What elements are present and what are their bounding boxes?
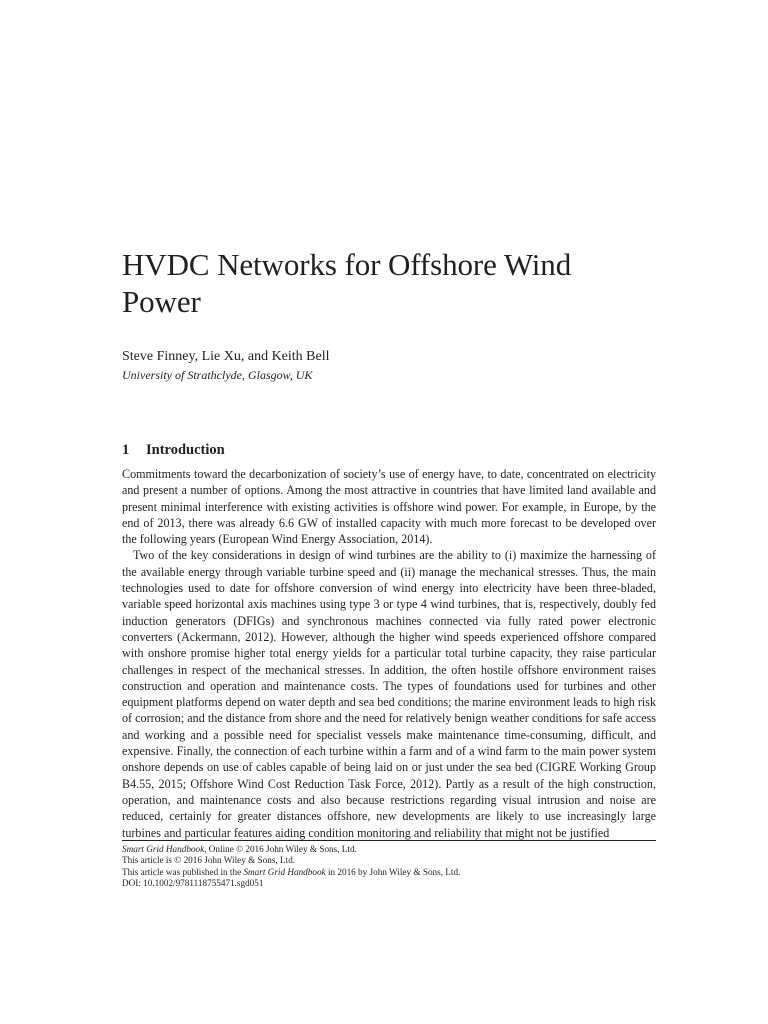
paragraph-2: Two of the key considerations in design of wind turbines are the ability to (i) maximize the harnessing of the available energy through variable turbine speed and (ii) manage the mechanical stresses. Thus, the main technologies used to date for offshore conversion of wind energy into electricity have been three-bladed, variable speed horizontal axis machines using type 3 or type 4 wind turbines, that is, respectively, doubly fed induction generators (DFIGs) and synchronous machines connected via fully rated power electronic converters (Ackermann, 2012). However, although the higher wind speeds experienced offshore compared with onshore promise higher total energy yields for a particular total turbine capacity, they raise particular challenges in respect of the mechanical stresses. In addition, the often hostile offshore environment raises construction and operation and maintenance costs. The types of foundations used for turbines and other equipment platforms depend on water depth and sea bed conditions; the marine environment leads to high risk of corrosion; and the distance from shore and the need for relatively benign weather conditions for safe access and working and a possible need for specialist vessels make maintenance time-consuming, difficult, and expensive. Finally, the connection of each turbine within a farm and of a wind farm to the main power system onshore depends on use of cables capable of being laid on or just under the sea bed (CIGRE Working Group B4.55, 2015; Offshore Wind Cost Reduction Task Force, 2012). Partly as a result of the high construction, operation, and maintenance costs and also because restrictions regarding visual intrusion and noise are reduced, certainly for greater distances offshore, new developments are likely to use increasingly large turbines and particular features aiding condition monitoring and reliability that might not be justified: [122, 548, 657, 840]
article-authors: Steve Finney, Lie Xu, and Keith Bell: [122, 349, 330, 364]
paragraph-1: Commitments toward the decarbonization of society’s use of energy have, to date, concentrated on electricity and present a number of options. Among the most attractive in countries that have limited land available and present minimal interference with existing activities is offshore wind power. For example, in Europe, by the end of 2013, there was already 6.6 GW of installed capacity with much more forecast to be developed over the following years (European Wind Energy Association, 2014).: [122, 467, 656, 547]
section-title: Introduction: [146, 442, 225, 458]
footer-divider: [122, 840, 656, 841]
footer-line-1: [122, 844, 656, 855]
footer-doi: DOI: 10.1002/9781118755471.sgd051: [122, 878, 264, 889]
footer-published-post: in 2016 by John Wiley & Sons, Ltd.: [325, 866, 461, 877]
body-text: [122, 466, 656, 841]
footer-published-pre: This article was published in the: [122, 866, 244, 877]
footer-published-book: Smart Grid Handbook: [243, 866, 326, 877]
author-affiliation: University of Strathclyde, Glasgow, UK: [122, 368, 313, 382]
footer-line-2: This article is © 2016 John Wiley & Sons, Ltd.: [122, 855, 296, 866]
section-number: 1: [122, 442, 130, 458]
footer-notes: [122, 844, 656, 890]
section-heading: [122, 441, 225, 459]
footer-online-copyright: , Online © 2016 John Wiley & Sons, Ltd.: [204, 844, 357, 854]
footer-book-title: Smart Grid Handbook: [122, 844, 205, 854]
article-title: HVDC Networks for Offshore Wind Power: [122, 247, 572, 319]
footer-line-3: [122, 867, 656, 878]
